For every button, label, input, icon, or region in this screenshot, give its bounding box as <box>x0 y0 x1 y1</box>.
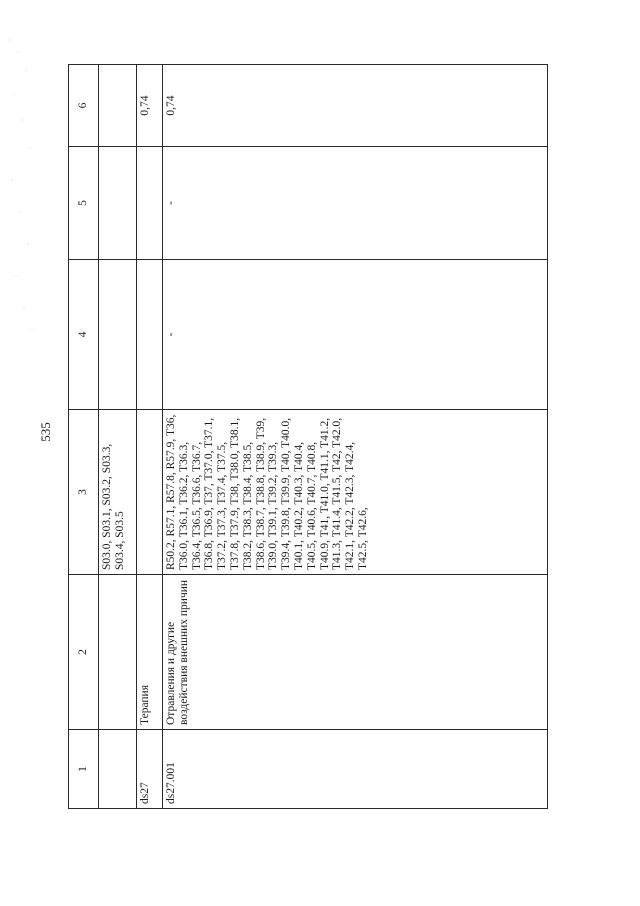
cell-icd-codes <box>137 410 163 575</box>
data-table <box>68 64 548 809</box>
col-header-3: 3 <box>69 410 99 575</box>
rotated-table-container <box>68 65 548 809</box>
cell-col5 <box>137 147 163 260</box>
cell-name <box>99 575 137 730</box>
table-row <box>163 65 548 809</box>
table-row <box>137 65 163 809</box>
cell-code: ds27 <box>137 730 163 809</box>
cell-code: ds27.001 <box>163 730 548 809</box>
cell-col4: - <box>163 260 548 410</box>
cell-col4 <box>137 260 163 410</box>
cell-code <box>99 730 137 809</box>
page-number: 535 <box>38 422 53 442</box>
table-row <box>99 65 137 809</box>
col-header-2: 2 <box>69 575 99 730</box>
cell-name: Отравления и другие воздействия внешних причин <box>163 575 548 730</box>
col-header-5: 5 <box>69 147 99 260</box>
cell-coefficient: 0,74 <box>137 65 163 147</box>
table-header-row <box>69 65 99 809</box>
col-header-4: 4 <box>69 260 99 410</box>
col-header-6: 6 <box>69 65 99 147</box>
cell-col5 <box>99 147 137 260</box>
cell-col4 <box>99 260 137 410</box>
cell-coefficient <box>99 65 137 147</box>
cell-name: Терапия <box>137 575 163 730</box>
cell-coefficient: 0,74 <box>163 65 548 147</box>
col-header-1: 1 <box>69 730 99 809</box>
scan-noise <box>6 30 36 350</box>
cell-icd-codes: S03.0, S03.1, S03.2, S03.3, S03.4, S03.5 <box>99 410 137 575</box>
cell-col5: - <box>163 147 548 260</box>
cell-icd-codes: R50.2, R57.1, R57.8, R57.9, T36, T36.0, T36.1, T36.2, T36.3, T36.4, T36.5, T36.6, T36.7, T36.8, T36.9, T37, T37.0, T37.1, T37.2, T37.3, T37.4, T37.5, T37.8, T37.9, T38, T38.0, T38.1, T38.2, T38.3, T38.4, T38.5, T38.6, T38.7, T38.8, T38.9, T39, T39.0, T39.1, T39.2, T39.3, T39.4, T39.8, T39.9, T40, T40.0, T40.1, T40.2, T40.3, T40.4, T40.5, T40.6, T40.7, T40.8, T40.9, T41, T41.0, T41.1, T41.2, T41.3, T41.4, T41.5, T42, T42.0, T42.1, T42.2, T42.3, T42.4, T42.5, T42.6, <box>163 410 548 575</box>
